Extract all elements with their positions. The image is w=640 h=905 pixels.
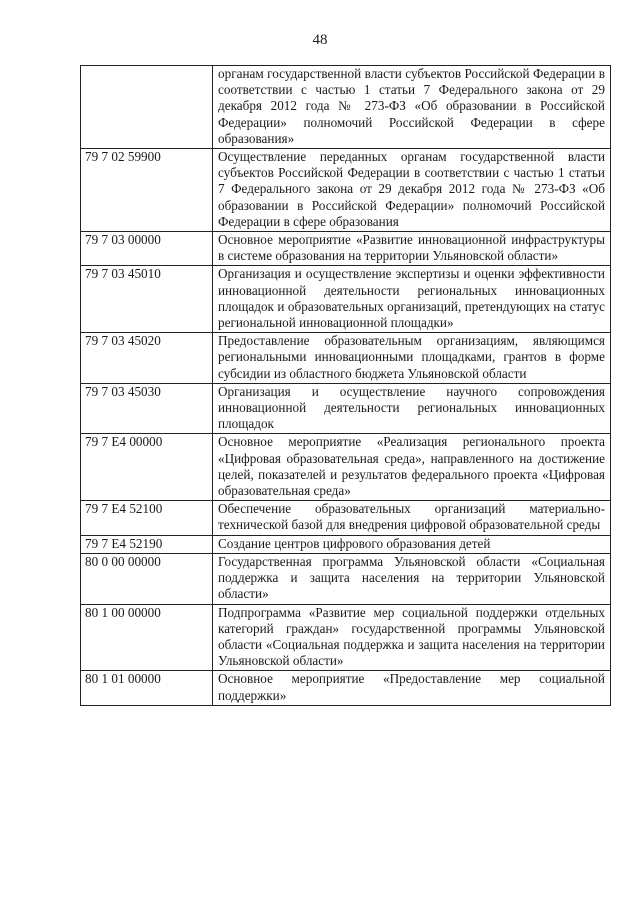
classification-description: Осуществление переданных органам государственной власти субъектов Российской Федерации в соответствии с частью 1 статьи 7 Федерального закона от 29 декабря 2012 года № 273-ФЗ «Об образовании в Российской Федерации» полномочий Российской Федерации в сфере образования	[213, 149, 611, 232]
classification-code: 79 7 03 45030	[81, 383, 213, 434]
classification-code: 79 7 03 45020	[81, 333, 213, 384]
classification-description: Подпрограмма «Развитие мер социальной поддержки отдельных категорий граждан» государственной программы Ульяновской области «Социальная поддержка и защита населения на территории Ульяновской области»	[213, 604, 611, 671]
table-row	[81, 434, 611, 501]
classification-description: Обеспечение образовательных организаций материально-технической базой для внедрения цифровой образовательной среды	[213, 501, 611, 535]
classification-code: 79 7 E4 52100	[81, 501, 213, 535]
table-row	[81, 535, 611, 553]
classification-description: Основное мероприятие «Развитие инновационной инфраструктуры в системе образования на территории Ульяновской области»	[213, 232, 611, 266]
classification-description: Предоставление образовательным организациям, являющимся региональными инновационными площадками, грантов в форме субсидии из областного бюджета Ульяновской области	[213, 333, 611, 384]
classification-description: Основное мероприятие «Реализация регионального проекта «Цифровая образовательная среда», направленного на достижение целей, показателей и результатов федерального проекта «Цифровая образовательная среда»	[213, 434, 611, 501]
classification-code: 80 1 01 00000	[81, 671, 213, 705]
classification-code: 79 7 03 45010	[81, 266, 213, 333]
classification-description: органам государственной власти субъектов Российской Федерации в соответствии с частью 1 статьи 7 Федерального закона от 29 декабря 2012 года № 273-ФЗ «Об образовании в Российской Федерации» полномочий Российской Федерации в сфере образования»	[213, 66, 611, 149]
classification-description: Организация и осуществление экспертизы и оценки эффективности инновационной деятельности региональных инновационных площадок и образовательных организаций, претендующих на статус региональной инновационной площадки»	[213, 266, 611, 333]
page-number: 48	[312, 32, 328, 48]
table-row	[81, 553, 611, 604]
classification-code: 80 1 00 00000	[81, 604, 213, 671]
budget-code-table	[80, 65, 611, 706]
classification-code: 79 7 03 00000	[81, 232, 213, 266]
table-row	[81, 383, 611, 434]
table-row	[81, 671, 611, 705]
classification-code: 79 7 E4 00000	[81, 434, 213, 501]
classification-description: Организация и осуществление научного сопровождения инновационной деятельности региональных инновационных площадок	[213, 383, 611, 434]
classification-code: 79 7 E4 52190	[81, 535, 213, 553]
table-row	[81, 266, 611, 333]
table-row	[81, 333, 611, 384]
classification-code	[81, 66, 213, 149]
classification-code: 80 0 00 00000	[81, 553, 213, 604]
classification-code: 79 7 02 59900	[81, 149, 213, 232]
table-row	[81, 232, 611, 266]
table-row	[81, 66, 611, 149]
classification-description: Основное мероприятие «Предоставление мер социальной поддержки»	[213, 671, 611, 705]
table-row	[81, 149, 611, 232]
classification-description: Создание центров цифрового образования детей	[213, 535, 611, 553]
table-row	[81, 501, 611, 535]
classification-description: Государственная программа Ульяновской области «Социальная поддержка и защита населения на территории Ульяновской области»	[213, 553, 611, 604]
table-row	[81, 604, 611, 671]
